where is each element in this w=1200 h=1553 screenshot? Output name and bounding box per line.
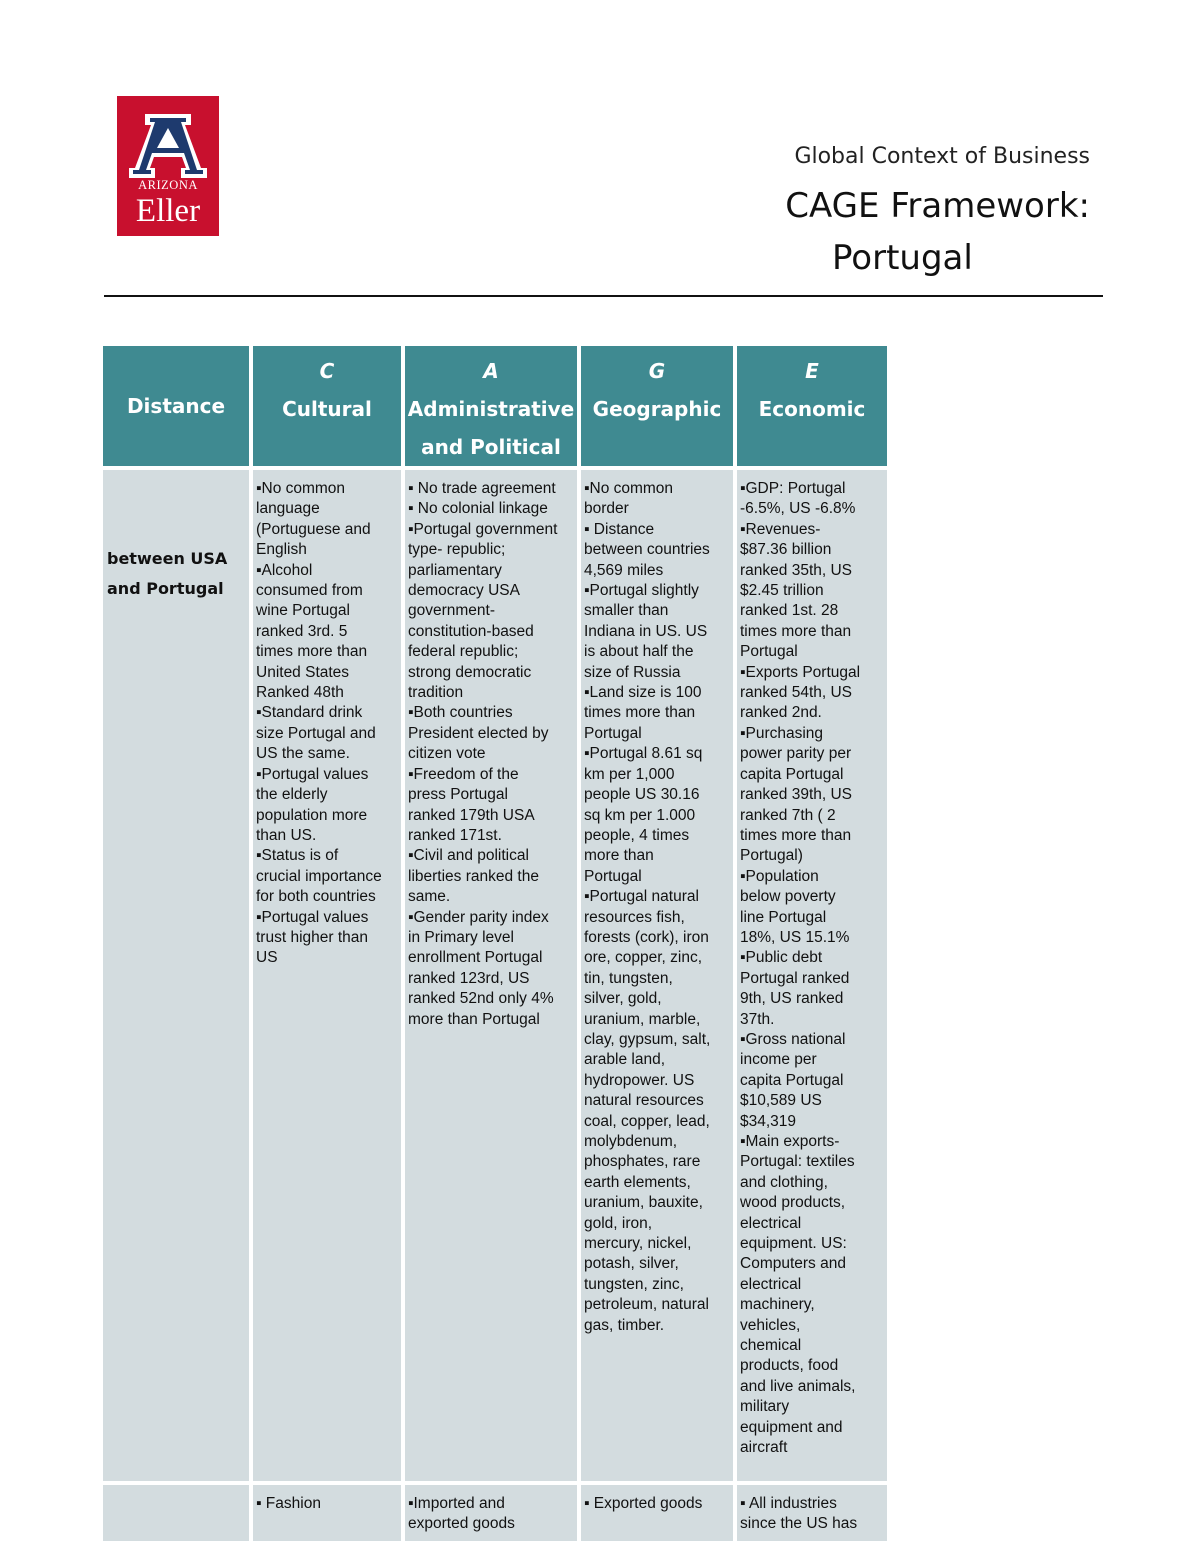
cell-line: ▪Portugal values — [256, 908, 369, 926]
cell-line: size of Russia — [584, 663, 681, 681]
col-header-economic — [737, 346, 887, 466]
cell-line: size Portugal and — [256, 724, 376, 742]
cell-line: tradition — [408, 684, 464, 702]
cell-line: molybdenum, — [584, 1133, 678, 1150]
cell-line: and clothing, — [740, 1173, 828, 1191]
cell-line: English — [256, 541, 307, 559]
row-label — [103, 1481, 249, 1541]
cell-line: ranked 7th ( 2 — [740, 806, 836, 824]
cell-line: is about half the — [584, 643, 694, 661]
cell-line: smaller than — [584, 602, 669, 620]
cell-line: products, food — [740, 1357, 839, 1375]
cell-line: language — [256, 500, 320, 518]
cell-line: 4,569 miles — [584, 561, 664, 579]
cell-line: Indiana in US. US — [584, 622, 708, 640]
cell-line: ▪Population — [740, 867, 819, 885]
cell-line: natural resources — [584, 1092, 704, 1110]
cell-administrative — [405, 466, 577, 1481]
cell-line: aircraft — [740, 1439, 788, 1457]
cell-line: Ranked 48th — [256, 684, 344, 702]
cell-line: ▪ Exported goods — [584, 1495, 703, 1512]
cell-line: 37th. — [740, 1010, 775, 1028]
cell-line: ▪Civil and political — [408, 847, 529, 865]
block-a-icon — [117, 96, 219, 180]
cell-line: ▪Exports Portugal — [740, 663, 861, 681]
cell-line: in Primary level — [408, 928, 514, 946]
cell-line: (Portuguese and — [256, 520, 371, 538]
table-header-row — [103, 346, 887, 466]
cell-line: for both countries — [256, 888, 376, 906]
cell-line: ranked 1st. 28 — [740, 602, 839, 620]
cell-line: ▪Both countries — [408, 704, 513, 722]
cell-line: ▪Purchasing — [740, 724, 824, 742]
cell-line: coal, copper, lead, — [584, 1112, 710, 1130]
cell-line: ▪Portugal values — [256, 765, 369, 783]
cell-line: ▪Gross national — [740, 1030, 846, 1048]
cell-line: ▪Land size is 100 — [584, 684, 702, 702]
cell-line: consumed from — [256, 582, 363, 600]
cell-line: potash, silver, — [584, 1255, 679, 1273]
cell-line: ▪Imported and — [408, 1495, 505, 1512]
cell-line: ▪Public debt — [740, 949, 823, 967]
cell-line: ▪No common — [256, 480, 346, 497]
cell-line: electrical — [740, 1214, 802, 1232]
cell-line: ranked 179th USA — [408, 806, 535, 824]
cell-line: type- republic; — [408, 541, 506, 559]
cell-line: border — [584, 500, 629, 518]
cell-line: equipment. US: — [740, 1235, 847, 1253]
cell-line: $2.45 trillion — [740, 582, 824, 600]
col-header-geographic — [581, 346, 733, 466]
header-divider — [104, 295, 1103, 297]
cell-line: the elderly — [256, 786, 328, 804]
col-label: Geographic — [592, 397, 722, 421]
cell-line: citizen vote — [408, 745, 486, 763]
cell-line: wine Portugal — [256, 602, 350, 620]
cell-line: $34,319 — [740, 1112, 797, 1130]
cell-line: ranked 3rd. 5 — [256, 622, 348, 640]
cell-line: times more than — [584, 704, 696, 722]
cell-line: resources fish, — [584, 908, 685, 926]
cell-line: times more than — [740, 826, 852, 844]
cell-line: ranked 52nd only 4% — [408, 990, 554, 1008]
cell-line: petroleum, natural — [584, 1296, 709, 1314]
cell-line: constitution-based — [408, 622, 534, 640]
cell-line: ▪ Distance — [584, 520, 655, 538]
col-letter: C — [319, 359, 335, 383]
cell-line: Computers and — [740, 1255, 846, 1273]
cell-line: ▪Main exports- — [740, 1133, 840, 1150]
cell-line: since the US has — [740, 1515, 858, 1533]
cell-line: ▪ All industries — [740, 1495, 837, 1512]
cell-line: km per 1,000 — [584, 765, 675, 783]
cell-line: ▪Alcohol — [256, 561, 313, 579]
cell-line: federal republic; — [408, 643, 519, 661]
arizona-eller-logo — [117, 96, 219, 236]
cell-line: enrollment Portugal — [408, 949, 543, 967]
cell-line: ranked 54th, US — [740, 684, 853, 702]
col-letter: E — [805, 359, 819, 383]
cell-line: electrical — [740, 1275, 802, 1293]
cage-table — [99, 346, 891, 1541]
cell-line: ▪Revenues- — [740, 520, 821, 538]
cell-line: income per — [740, 1051, 817, 1069]
cell-line: ▪Standard drink — [256, 704, 363, 722]
cell-line: gold, iron, — [584, 1214, 653, 1232]
cell-line: press Portugal — [408, 786, 508, 804]
page-title: CAGE Framework: — [785, 186, 1090, 226]
cell-line: phosphates, rare — [584, 1153, 701, 1171]
cell-line: vehicles, — [740, 1316, 801, 1334]
cell-line: ▪GDP: Portugal — [740, 480, 846, 497]
cell-line: ranked 35th, US — [740, 561, 853, 579]
cell-line: uranium, marble, — [584, 1010, 701, 1028]
cell-line: trust higher than — [256, 928, 369, 946]
cell-line: strong democratic — [408, 663, 532, 681]
cell-line: gas, timber. — [584, 1316, 665, 1334]
cell-line: President elected by — [408, 724, 549, 742]
cell-line: ore, copper, zinc, — [584, 949, 703, 967]
cell-line: sq km per 1.000 — [584, 806, 696, 824]
cell-line: ranked 2nd. — [740, 704, 822, 722]
cell-line: 9th, US ranked — [740, 990, 844, 1008]
row-label: between USA and Portugal — [103, 466, 249, 1481]
page-title-line2: Portugal — [832, 238, 973, 278]
col-label: Administrative and Political — [407, 397, 575, 459]
cell-line: ranked 123rd, US — [408, 969, 530, 987]
col-label: Economic — [758, 397, 866, 421]
cell-line: than US. — [256, 826, 317, 844]
cell-line: below poverty — [740, 888, 836, 906]
cell-line: ▪Freedom of the — [408, 765, 519, 783]
cell-line: times more than — [740, 622, 852, 640]
cell-line: more than Portugal — [408, 1010, 540, 1028]
cell-line: clay, gypsum, salt, — [584, 1030, 711, 1048]
cell-line: $10,589 US — [740, 1092, 822, 1110]
cell-line: earth elements, — [584, 1173, 691, 1191]
cell-line: liberties ranked the — [408, 867, 539, 885]
cell-line: people, 4 times — [584, 826, 690, 844]
cell-line: silver, gold, — [584, 990, 662, 1008]
cell-line: mercury, nickel, — [584, 1235, 692, 1253]
cell-administrative — [405, 1481, 577, 1541]
cell-cultural — [253, 466, 401, 1481]
cell-line: ▪No common — [584, 480, 674, 497]
cell-line: United States — [256, 663, 350, 681]
cell-line: ▪Status is of — [256, 847, 339, 865]
cell-line: arable land, — [584, 1051, 666, 1069]
cell-line: ▪ No trade agreement — [408, 480, 556, 497]
cell-line: forests (cork), iron — [584, 928, 709, 946]
cell-line: Portugal) — [740, 847, 803, 865]
cell-line: more than — [584, 847, 654, 865]
cell-line: chemical — [740, 1337, 802, 1355]
cell-line: ranked 39th, US — [740, 786, 853, 804]
col-header-distance: Distance — [103, 346, 249, 466]
logo-name: Eller — [135, 193, 201, 229]
cell-line: Portugal: textiles — [740, 1153, 855, 1171]
cell-line: Portugal — [584, 867, 642, 885]
cell-line: capita Portugal — [740, 765, 844, 783]
cell-line: ▪ No colonial linkage — [408, 500, 548, 518]
col-letter: A — [483, 359, 499, 383]
cell-line: same. — [408, 888, 451, 906]
cell-line: democracy USA — [408, 582, 520, 600]
cell-economic — [737, 1481, 887, 1541]
cell-line: Portugal — [584, 724, 642, 742]
cell-line: -6.5%, US -6.8% — [740, 500, 856, 518]
cell-line: capita Portugal — [740, 1071, 844, 1089]
cell-economic — [737, 466, 887, 1481]
cell-line: between countries — [584, 541, 710, 559]
cell-line: equipment and — [740, 1418, 843, 1436]
cell-line: government- — [408, 602, 496, 620]
cell-line: ▪ Fashion — [256, 1495, 321, 1512]
cell-geographic — [581, 466, 733, 1481]
cell-line: military — [740, 1398, 790, 1416]
cell-line: ▪Portugal 8.61 sq — [584, 745, 703, 763]
col-label: Cultural — [282, 397, 372, 421]
cell-line: wood products, — [740, 1194, 846, 1212]
cell-line: parliamentary — [408, 561, 502, 579]
cell-line: US the same. — [256, 745, 350, 763]
cell-line: exported goods — [408, 1515, 515, 1533]
cell-line: and live animals, — [740, 1377, 856, 1395]
cell-line: population more — [256, 806, 368, 824]
col-header-cultural — [253, 346, 401, 466]
cell-line: ▪Portugal government — [408, 520, 558, 538]
logo-wordmark: ARIZONA — [138, 178, 198, 192]
cell-line: tin, tungsten, — [584, 969, 673, 987]
cell-line: $87.36 billion — [740, 541, 832, 559]
cell-line: line Portugal — [740, 908, 827, 926]
cell-line: ▪Portugal natural — [584, 888, 699, 906]
cell-line: ranked 171st. — [408, 826, 502, 844]
cell-line: crucial importance — [256, 867, 382, 885]
cell-line: machinery, — [740, 1296, 815, 1314]
table-row — [103, 1481, 887, 1541]
course-subtitle: Global Context of Business — [794, 144, 1090, 169]
cell-line: ▪Gender parity index — [408, 908, 549, 926]
cell-line: uranium, bauxite, — [584, 1194, 703, 1212]
cell-line: Portugal — [740, 643, 798, 661]
col-header-administrative — [405, 346, 577, 466]
cell-geographic — [581, 1481, 733, 1541]
col-letter: G — [648, 359, 666, 383]
cell-line: tungsten, zinc, — [584, 1275, 684, 1293]
cell-cultural — [253, 1481, 401, 1541]
cell-line: power parity per — [740, 745, 852, 763]
cell-line: people US 30.16 — [584, 786, 700, 804]
cell-line: hydropower. US — [584, 1071, 695, 1089]
cell-line: US — [256, 949, 278, 967]
cell-line: 18%, US 15.1% — [740, 928, 850, 946]
cell-line: times more than — [256, 643, 368, 661]
table-row — [103, 466, 887, 1481]
cell-line: Portugal ranked — [740, 969, 850, 987]
cell-line: ▪Portugal slightly — [584, 582, 699, 600]
